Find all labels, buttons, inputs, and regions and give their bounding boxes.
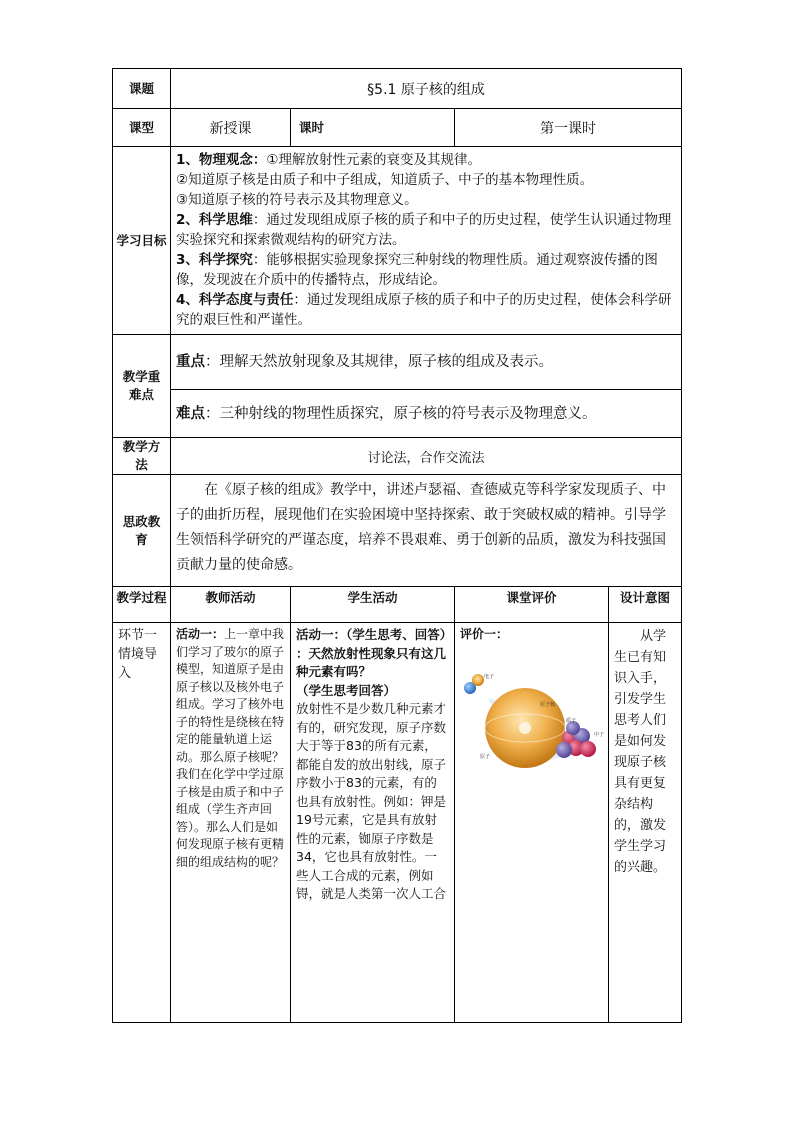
period-label: 课时 (291, 109, 455, 147)
student-sub: （学生思考回答） (296, 682, 397, 698)
label-atom: 原子 (480, 753, 491, 760)
stage1-name: 环节一情境导入 (113, 623, 171, 1023)
teacher-activity-text: 上一章中我们学习了玻尔的原子模型，知道原子是由原子核以及核外电子组成。学习了核外电子的特性是绕核在特定的能量轨道上运动。那么原子核呢？我们在化学中学过原子核是由质子和中子组成（学生齐声回答）。那么人们是如何发现原子核有更精细的组成结构的呢？ (176, 627, 285, 869)
student-activity-title: 活动一：（学生思考、回答） (296, 627, 453, 642)
goals-label (113, 147, 171, 335)
label-neutron: 中子 (594, 731, 605, 738)
stage1-intent (609, 623, 682, 1023)
stage1-student (291, 623, 455, 1023)
evaluation-title: 评价一： (460, 627, 509, 641)
label-nucleus: 原子核 (540, 701, 556, 708)
process-header-row (113, 587, 682, 623)
student-answer: 放射性不是少数几种元素才有的，研究发现，原子序数大于等于83的所有元素，都能自发的放出射线，原子序数小于83的元素，有的也具有放射性。例如：钾是19号元素，它是具有放射性的元素，铷原子序数是34，它也具有放射性。一些人工合成的元素，例如锝，就是人类第一次人工合 (296, 701, 447, 901)
ideology-content (171, 475, 682, 587)
teacher-activity-title: 活动一： (176, 627, 225, 641)
teacher-activity-header: 教师活动 (171, 587, 291, 623)
period-value: 第一课时 (455, 109, 682, 147)
key-difficult-label: 教学重难点 (113, 335, 171, 438)
intent-text: 从学生已有知识入手，引发学生思考人们是如何发现原子核具有更复杂结构的，激发学生学习的兴趣。 (614, 629, 667, 875)
stage1-teacher (171, 623, 291, 1023)
goal1-c: ③知道原子核的符号表示及其物理意义。 (176, 192, 418, 208)
ideology-text: 在《原子核的组成》教学中，讲述卢瑟福、查德威克等科学家发现质子、中子的曲折历程，展现他们在实验困境中坚持探索、敢于突破权威的精神。引导学生领悟科学研究的严谨态度，培养不畏艰难、勇于创新的品质，激发为科技强国贡献力量的使命感。 (176, 482, 666, 573)
key-point (171, 335, 682, 390)
ideology-label: 思政教育 (113, 475, 171, 587)
method-label: 教学方法 (113, 438, 171, 475)
lesson-title: §5.1 原子核的组成 (171, 69, 682, 109)
label-proton: 质子 (566, 717, 577, 724)
goal4-text: ：通过发现组成原子核的质子和中子的历史过程，使体会科学研究的艰巨性和严谨性。 (176, 292, 672, 328)
type-value: 新授课 (171, 109, 291, 147)
atom-core (519, 722, 531, 734)
student-activity-header: 学生活动 (291, 587, 455, 623)
goals-label-text: 学习目标 (116, 232, 167, 248)
goal1-a: ①理解放射性元素的衰变及其规律。 (266, 152, 482, 168)
process-label: 教学过程 (113, 587, 171, 623)
key-point-text: ：理解天然放射现象及其规律，原子核的组成及表示。 (205, 354, 553, 370)
intent-header: 设计意图 (609, 587, 682, 623)
type-row (113, 109, 682, 147)
goal3-title: 3、科学探究 (176, 252, 253, 268)
proton-ball-3 (580, 741, 596, 757)
goal1-title: 1、物理观念： (176, 152, 267, 168)
goals-content (171, 147, 682, 335)
goals-row (113, 147, 682, 335)
goal2-text: ：通过发现组成原子核的质子和中子的历史过程，使学生认识通过物理实验探究和探索微观结构的研究方法。 (176, 212, 672, 248)
goal1-b: ②知道原子核是由质子和中子组成，知道质子、中子的基本物理性质。 (176, 172, 594, 188)
lesson-plan-table (112, 68, 682, 1023)
title-label: 课题 (113, 69, 171, 109)
ideology-row (113, 475, 682, 587)
method-value: 讨论法，合作交流法 (171, 438, 682, 475)
difficult-point-row (113, 390, 682, 438)
difficult-title: 难点 (176, 405, 205, 422)
label-electron: 电子 (484, 673, 495, 680)
atom-structure-svg (460, 656, 609, 776)
atom-structure-diagram (460, 656, 609, 776)
electron-ball-2 (472, 674, 484, 686)
stage1-row (113, 623, 682, 1023)
title-row (113, 69, 682, 109)
goal3-text: ：能够根据实验现象探究三种射线的物理性质。通过观察波传播的图像，发现波在介质中的传播特点，形成结论。 (176, 252, 658, 288)
goal4-title: 4、科学态度与责任 (176, 292, 294, 308)
method-row (113, 438, 682, 475)
key-point-row (113, 335, 682, 390)
goal2-title: 2、科学思维 (176, 212, 253, 228)
student-question: ：天然放射性现象只有这几种元素有吗？ (296, 645, 447, 679)
difficult-point (171, 390, 682, 438)
key-point-title: 重点 (176, 354, 205, 370)
type-label: 课型 (113, 109, 171, 147)
stage1-evaluation (455, 623, 609, 1023)
evaluation-header: 课堂评价 (455, 587, 609, 623)
difficult-text: ：三种射线的物理性质探究，原子核的符号表示及物理意义。 (205, 405, 597, 422)
neutron-ball-2 (556, 742, 572, 758)
